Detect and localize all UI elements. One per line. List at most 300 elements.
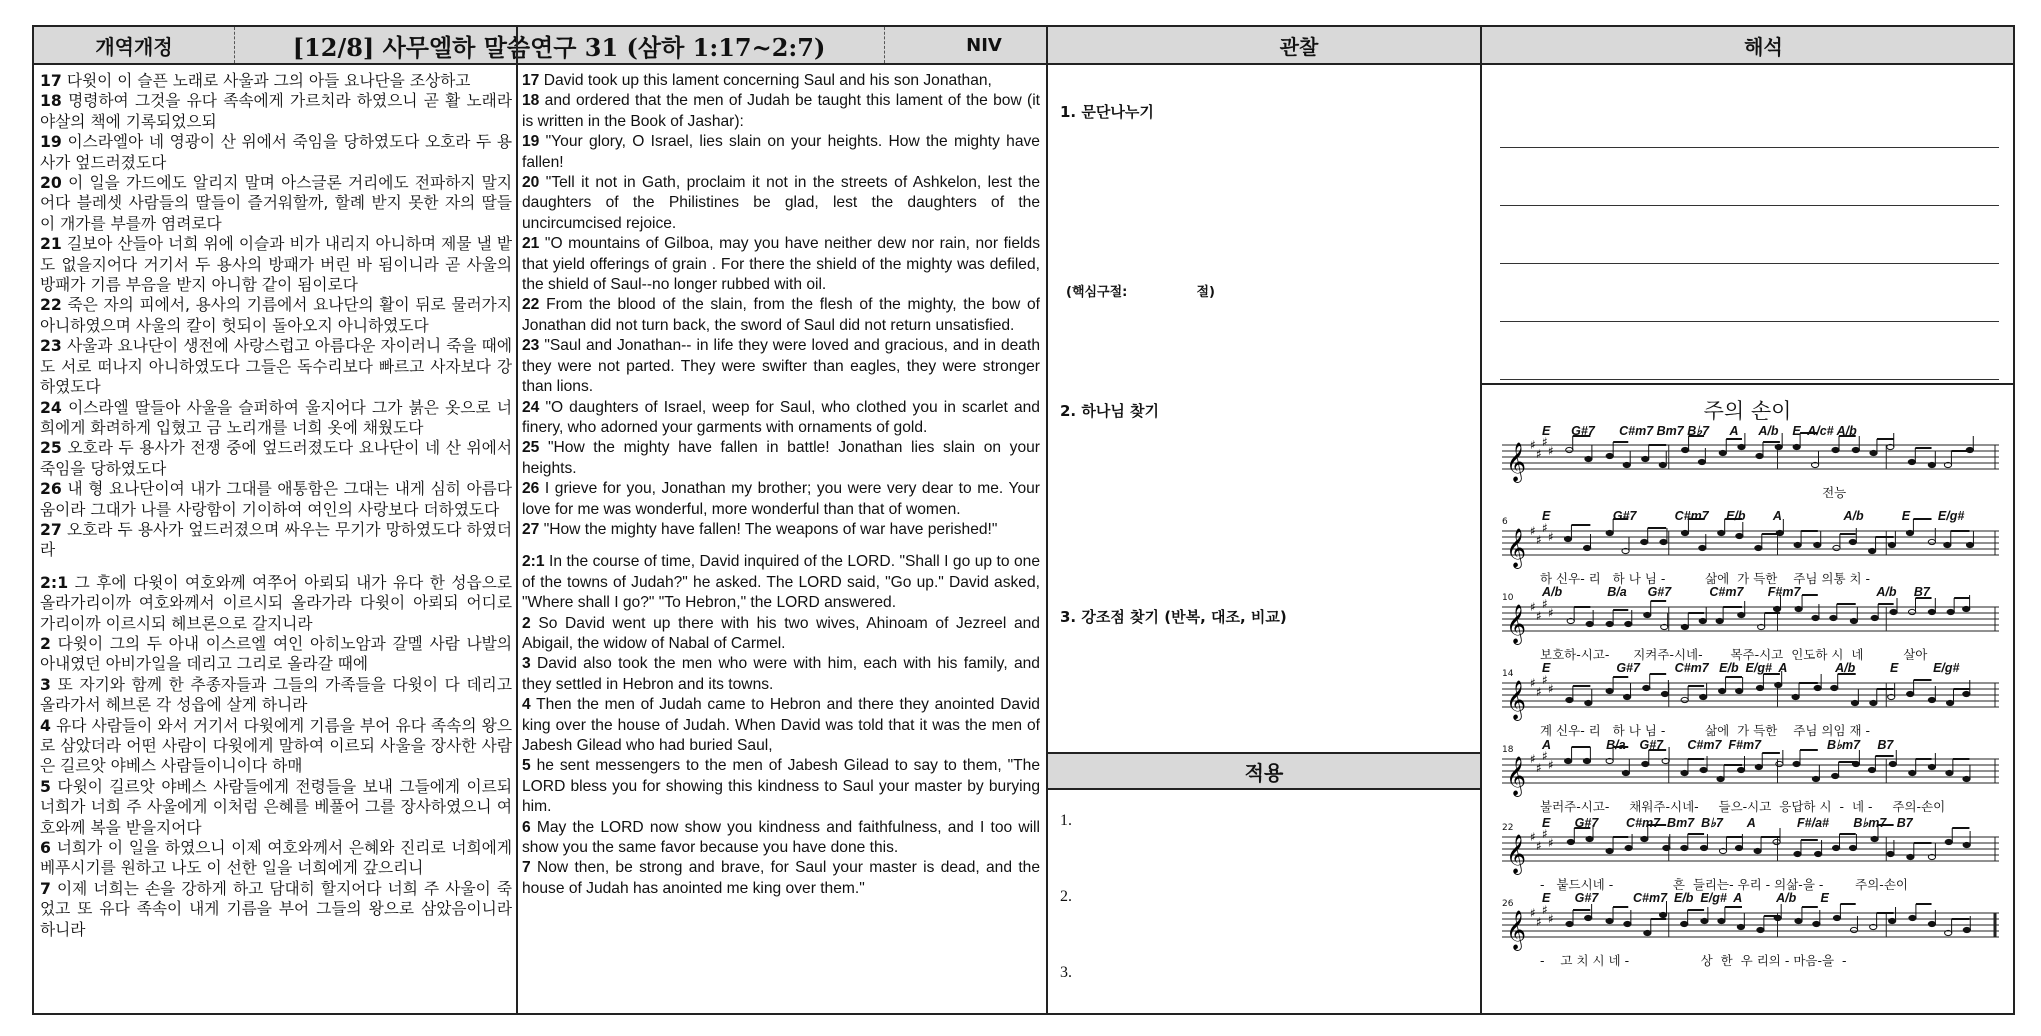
note-head xyxy=(1719,450,1726,455)
treble-clef-icon: 𝄞 xyxy=(1506,756,1527,796)
sharp-icon: ♯ xyxy=(1536,839,1542,853)
application-item-1: 1. xyxy=(1060,812,1072,829)
note-head xyxy=(1813,921,1820,926)
note-head xyxy=(1849,845,1856,850)
note-head xyxy=(1887,851,1894,856)
note-head xyxy=(1909,915,1916,920)
note-head xyxy=(1850,618,1857,623)
lyrics-line: - 붙드시네 - 흔 들리는- 우리 - 의삶-을 - 주의-손이 xyxy=(1540,877,1908,892)
verse-text: 이 일을 가드에도 알리지 말며 아스글론 거리에도 전파하지 말지어다 블레셋 사람들의 딸들이 즐거워할까, 할례 받지 못한 자의 딸들이 개가를 부를까 염려로다 xyxy=(40,173,512,233)
verse-number: 25 xyxy=(522,439,540,457)
note-head xyxy=(1850,927,1857,932)
verse xyxy=(40,295,512,336)
sharp-icon: ♯ xyxy=(1548,444,1554,458)
verse-number: 21 xyxy=(522,235,540,253)
verse-text: "Tell it not in Gath, proclaim it not in the streets of Ashkelon, lest the daughters of the Philistines be glad, lest the daughters of the uncircumcised rejoice. xyxy=(522,174,1040,232)
note-head xyxy=(1775,444,1782,449)
note-head xyxy=(1756,453,1763,458)
note-head xyxy=(1625,845,1632,850)
note-head xyxy=(1681,530,1688,535)
interpretation-panel[interactable] xyxy=(1482,65,2013,407)
application-item-3: 3. xyxy=(1060,964,1072,981)
note-head xyxy=(1700,767,1707,772)
treble-clef-icon: 𝄞 xyxy=(1506,834,1527,874)
verse-text: "O mountains of Gilboa, may you have neither dew nor rain, nor fields that yield offerings of grain . For there the shield of the mighty was defiled, the shield of Saul--no longer rubbed with oil. xyxy=(522,235,1040,294)
note-head xyxy=(1623,462,1630,467)
verse-number: 20 xyxy=(40,173,62,193)
note-head xyxy=(1566,697,1573,702)
verse-number: 27 xyxy=(40,519,62,539)
staff-row xyxy=(1502,661,1999,739)
verse xyxy=(522,858,1040,899)
note-head xyxy=(1909,609,1916,614)
verse-text: 죽은 자의 피에서, 용사의 기름에서 요나단의 활이 뒤로 물러가지 아니하였으며 사울의 칼이 헛되이 돌아오지 아니하였도다 xyxy=(40,295,512,335)
note-head xyxy=(1773,606,1780,611)
verse xyxy=(40,777,512,838)
verse-text: he sent messengers to the men of Jabesh Gilead to say to them, "The LORD bless you for showing this kindness to Saul your master by burying him. xyxy=(522,757,1040,816)
verse xyxy=(40,479,512,520)
writing-line xyxy=(1500,263,1999,264)
note-head xyxy=(1641,836,1648,841)
verse xyxy=(522,336,1040,397)
note-head xyxy=(1966,447,1973,452)
verse-text: 명령하여 그것을 유다 족속에게 가르치라 하였으니 곧 활 노래라 야살의 책에 기록되었으되 xyxy=(40,91,512,131)
note-head xyxy=(1795,918,1802,923)
lyrics-line: 불러주-시고- 채워주-시네- 들으-시고 응답하 시 - 네 - 주의-손이 xyxy=(1540,799,1946,814)
header-observation: 관찰 xyxy=(1084,27,1514,65)
note-head xyxy=(1963,776,1970,781)
song-title: 주의 손이 xyxy=(1703,399,1792,423)
note-head xyxy=(1755,764,1762,769)
verse xyxy=(522,132,1040,173)
note-head xyxy=(1736,688,1743,693)
sharp-icon: ♯ xyxy=(1548,606,1554,620)
note-head xyxy=(1642,761,1649,766)
header-english-version: NIV xyxy=(884,27,1084,65)
sharp-icon: ♯ xyxy=(1536,915,1542,929)
chord-symbols: E G#7 C#m7 E/b E/g# A A/b E E/g# xyxy=(1542,661,1960,675)
verse-text: 오호라 두 용사가 전쟁 중에 엎드러졌도다 요나단이 네 산 위에서 죽임을 당하였도다 xyxy=(40,438,512,478)
note-head xyxy=(1624,921,1631,926)
staff-row xyxy=(1502,423,1999,501)
note-head xyxy=(1717,776,1724,781)
study-sheet xyxy=(32,25,2015,1015)
verse-text: From the blood of the slain, from the flesh of the mighty, the bow of Jonathan did not turn back, the sword of Saul did not return unsatisfied. xyxy=(522,296,1040,334)
note-head xyxy=(1700,694,1707,699)
chord-symbols: E G#7 C#m7 Bm7 B♭7 A F#/a# B♭m7 B7 xyxy=(1542,816,1913,830)
verse xyxy=(522,438,1040,479)
verse-text: 오호라 두 용사가 엎드러졌으며 싸우는 무기가 망하였도다 하였더라 xyxy=(40,519,512,560)
verse-text: 이스라엘 딸들아 사울을 슬퍼하여 울지어다 그가 붉은 옷으로 너희에게 화려하게 입혔고 금 노리개를 너희 옷에 채웠도다 xyxy=(40,397,512,437)
note-head xyxy=(1644,612,1651,617)
note-head xyxy=(1793,761,1800,766)
note-head xyxy=(1735,845,1742,850)
note-head xyxy=(1870,450,1877,455)
verse-text: David took up this lament concerning Saul and his son Jonathan, xyxy=(543,72,992,89)
header-interpretation: 해석 xyxy=(1514,27,2013,65)
note-head xyxy=(1738,767,1745,772)
note-head xyxy=(1699,618,1706,623)
application-header: 적용 xyxy=(1048,754,1480,790)
lyrics-line: - 고 치 시 네 - 상 한 우 리의 - 마음-을 - xyxy=(1540,953,1847,968)
note-head xyxy=(1833,915,1840,920)
verse-text: Then the men of Judah came to Hebron and there they anointed David king over the house of Judah. When David was told that it was the men of Jabesh Gilead who had buried Saul, xyxy=(522,696,1040,754)
song-sheet xyxy=(1482,385,2013,1015)
sharp-icon: ♯ xyxy=(1536,761,1542,775)
note-head xyxy=(1792,694,1799,699)
sharp-icon: ♯ xyxy=(1548,836,1554,850)
verse-number: 5 xyxy=(40,776,51,796)
staff-row xyxy=(1502,585,1999,663)
note-head xyxy=(1644,930,1651,935)
verse xyxy=(522,71,1040,91)
verse-number: 17 xyxy=(40,71,62,90)
verse xyxy=(40,173,512,234)
note-head xyxy=(1584,545,1591,550)
sharp-icon: ♯ xyxy=(1536,609,1542,623)
lyrics-line: 계 신우- 리 하 나 님 - 삶에 가 득한 주님 의임 재 - xyxy=(1540,723,1871,738)
note-head xyxy=(1868,767,1875,772)
verse-text: 다윗이 이 슬픈 노래로 사울과 그의 아들 요나단을 조상하고 xyxy=(66,71,471,90)
note-head xyxy=(1889,918,1896,923)
observation-panel xyxy=(1048,65,1480,777)
lyrics-line: 보호하-시고- 지켜주-시네- 목주-시고 인도하 시 네 살아 xyxy=(1540,647,1928,662)
verse-text: In the course of time, David inquired of the LORD. "Shall I go up to one of the towns of Judah?" he asked. The LORD said, "Go up." David asked, "Where shall I go?" "To Hebron," the LORD answered. xyxy=(522,553,1040,612)
english-chapter-1 xyxy=(522,71,1040,540)
verse xyxy=(40,398,512,439)
verse-number: 5 xyxy=(522,757,531,775)
verse-text: 유다 사람들이 와서 거기서 다윗에게 기름을 부어 유다 족속의 왕으로 삼았더라 어떤 사람이 다윗에게 말하여 이르되 사울을 장사한 사람은 길르앗 야베스 사람들이니이다 하매 xyxy=(40,715,512,776)
verse-number: 27 xyxy=(522,520,540,538)
verse xyxy=(522,295,1040,336)
note-head xyxy=(1583,758,1590,763)
note-head xyxy=(1642,456,1649,461)
note-head xyxy=(1606,453,1613,458)
note-head xyxy=(1738,612,1745,617)
note-head xyxy=(1908,459,1915,464)
note-head xyxy=(1909,770,1916,775)
note-head xyxy=(1963,927,1970,932)
note-head xyxy=(1737,924,1744,929)
note-head xyxy=(1585,915,1592,920)
note-head xyxy=(1833,545,1840,550)
verse-number: 25 xyxy=(40,438,62,458)
verse xyxy=(522,818,1040,859)
chord-symbols: E G#7 C#m7 E/b E/g# A A/b E xyxy=(1542,891,1829,905)
verse xyxy=(40,838,512,879)
note-head xyxy=(1681,770,1688,775)
observation-step-emphasis: 3. 강조점 찾기 (반복, 대조, 비교) xyxy=(1060,608,1287,626)
writing-line xyxy=(1500,205,1999,206)
note-head xyxy=(1659,462,1666,467)
note-head xyxy=(1585,456,1592,461)
sharp-icon: ♯ xyxy=(1542,673,1548,687)
verse-number: 2:1 xyxy=(522,553,545,571)
verse-number: 22 xyxy=(522,296,540,314)
chord-symbols: E G#7 C#m7 Bm7 B♭7 A A/b E A/c# A/b xyxy=(1542,424,1857,438)
note-head xyxy=(1928,697,1935,702)
verse-number: 24 xyxy=(522,398,540,416)
korean-chapter-2 xyxy=(40,573,512,940)
note-head xyxy=(1944,542,1951,547)
verse-number: 23 xyxy=(522,337,540,355)
verse-text: 또 자기와 함께 한 추종자들과 그들의 가족들을 다윗이 다 데리고 올라가서 헤브론 각 성읍에 살게 하니라 xyxy=(40,674,512,715)
verse xyxy=(40,91,512,132)
note-head xyxy=(1622,770,1629,775)
sharp-icon: ♯ xyxy=(1536,447,1542,461)
verse-text: 사울과 요나단이 생전에 사랑스럽고 아름다운 자이러니 죽을 때에도 서로 떠나지 아니하였도다 그들은 독수리보다 빠르고 사자보다 강하였도다 xyxy=(40,336,512,397)
note-head xyxy=(1698,459,1705,464)
note-head xyxy=(1681,845,1688,850)
verse xyxy=(522,654,1040,695)
note-head xyxy=(1963,691,1970,696)
verse-text: I grieve for you, Jonathan my brother; you were very dear to me. Your love for me was wonderful, more wonderful than that of women. xyxy=(522,480,1040,518)
korean-text-column xyxy=(40,71,512,1011)
note-head xyxy=(1565,758,1572,763)
note-head xyxy=(1681,921,1688,926)
verse-number: 23 xyxy=(40,336,62,356)
column-divider xyxy=(516,27,518,1013)
note-head xyxy=(1795,606,1802,611)
note-head xyxy=(1774,915,1781,920)
verse-number: 19 xyxy=(40,132,62,152)
measure-number: 26 xyxy=(1502,899,1514,909)
sharp-icon: ♯ xyxy=(1548,758,1554,772)
note-head xyxy=(1625,621,1632,626)
note-head xyxy=(1661,691,1668,696)
note-head xyxy=(1776,530,1783,535)
note-head xyxy=(1906,530,1913,535)
note-head xyxy=(1815,851,1822,856)
treble-clef-icon: 𝄞 xyxy=(1506,910,1527,950)
verse-number: 7 xyxy=(522,859,531,877)
note-head xyxy=(1963,842,1970,847)
staff-row xyxy=(1502,509,1999,587)
measure-number: 22 xyxy=(1502,823,1514,833)
note-head xyxy=(1870,700,1877,705)
note-head xyxy=(1793,444,1800,449)
note-head xyxy=(1831,685,1838,690)
measure-number: 18 xyxy=(1502,745,1514,755)
verse-number: 3 xyxy=(40,674,51,694)
note-head xyxy=(1718,918,1725,923)
writing-line xyxy=(1500,321,1999,322)
note-head xyxy=(1643,685,1650,690)
note-head xyxy=(1659,912,1666,917)
sharp-icon: ♯ xyxy=(1548,912,1554,926)
sharp-icon: ♯ xyxy=(1548,682,1554,696)
note-head xyxy=(1946,700,1953,705)
note-head xyxy=(1871,615,1878,620)
note-head xyxy=(1681,624,1688,629)
header-divider xyxy=(884,27,885,63)
note-head xyxy=(1928,764,1935,769)
header-divider xyxy=(234,27,235,63)
measure-number: 10 xyxy=(1502,593,1514,603)
note-head xyxy=(1945,839,1952,844)
note-head xyxy=(1814,685,1821,690)
note-head xyxy=(1963,606,1970,611)
writing-line xyxy=(1500,379,1999,380)
note-head xyxy=(1701,918,1708,923)
note-head xyxy=(1907,691,1914,696)
note-head xyxy=(1624,694,1631,699)
verse-number: 26 xyxy=(522,480,540,498)
chord-symbols: A/b B/a G#7 C#m7 F#m7 A/b B7 xyxy=(1542,585,1930,599)
sharp-icon: ♯ xyxy=(1548,530,1554,544)
note-head xyxy=(1814,542,1821,547)
verse xyxy=(40,520,512,561)
treble-clef-icon: 𝄞 xyxy=(1506,604,1527,644)
note-head xyxy=(1928,539,1935,544)
note-head xyxy=(1567,839,1574,844)
note-head xyxy=(1606,688,1613,693)
measure-number: 6 xyxy=(1502,517,1508,527)
verse-number: 4 xyxy=(40,715,51,735)
chord-symbols: A B/a G#7 C#m7 F#m7 B♭m7 B7 xyxy=(1542,738,1894,752)
verse-number: 17 xyxy=(522,72,540,89)
sharp-icon: ♯ xyxy=(1542,827,1548,841)
note-head xyxy=(1641,539,1648,544)
application-panel xyxy=(1048,790,1480,1015)
sharp-icon: ♯ xyxy=(1542,435,1548,449)
verse-text: 이스라엘아 네 영광이 산 위에서 죽임을 당하였도다 오호라 두 용사가 엎드러졌도다 xyxy=(40,132,512,172)
note-head xyxy=(1832,447,1839,452)
note-head xyxy=(1928,462,1935,467)
note-head xyxy=(1663,845,1670,850)
sharp-icon: ♯ xyxy=(1530,830,1536,844)
verse-number: 2 xyxy=(40,633,51,653)
verse xyxy=(522,695,1040,756)
note-head xyxy=(1736,533,1743,538)
note-head xyxy=(1794,851,1801,856)
header-korean-version: 개역개정 xyxy=(34,27,234,65)
verse-text: "O daughters of Israel, weep for Saul, who clothed you in scarlet and finery, who adorned your garments with ornaments of gold. xyxy=(522,398,1040,436)
note-head xyxy=(1830,615,1837,620)
chord-symbols: E G#7 C#m7 E/b A A/b E E/g# xyxy=(1542,509,1965,523)
sharp-icon: ♯ xyxy=(1530,906,1536,920)
verse xyxy=(40,879,512,940)
note-head xyxy=(1566,447,1573,452)
note-head xyxy=(1755,545,1762,550)
verse xyxy=(40,675,512,716)
note-head xyxy=(1586,621,1593,626)
note-head xyxy=(1888,542,1895,547)
treble-clef-icon: 𝄞 xyxy=(1506,528,1527,568)
verse-number: 18 xyxy=(522,92,540,110)
verse-text: 다윗이 길르앗 야베스 사람들에게 전령들을 보내 그들에게 이르되 너희가 너희 주 사울에게 이처럼 은혜를 베풀어 그를 장사하였으니 여호와께 복을 받을지어다 xyxy=(40,776,512,837)
verse-text: 다윗이 그의 두 아내 이스르엘 여인 아히노암과 갈멜 사람 나발의 아내였던 아비가일을 데리고 그리로 올라갈 때에 xyxy=(40,633,512,674)
verse xyxy=(40,716,512,777)
verse-number: 2 xyxy=(522,614,531,632)
note-head xyxy=(1812,776,1819,781)
note-head xyxy=(1773,839,1780,844)
verse xyxy=(522,552,1040,613)
measure-number: 14 xyxy=(1502,669,1514,679)
key-verse-label xyxy=(1066,281,1215,300)
verse xyxy=(522,91,1040,132)
key-verse-unit: 절) xyxy=(1196,285,1215,300)
observation-step-find-god: 2. 하나님 찾기 xyxy=(1060,402,1160,420)
verse-text: 길보아 산들아 너희 위에 이슬과 비가 내리지 아니하며 제물 낼 밭도 없을지어다 거기서 두 용사의 방패가 버린 바 됨이니라 곧 사울의 방패가 기름 부음을 받지 아니함 같이 됨이로다 xyxy=(40,234,512,295)
verse xyxy=(40,438,512,479)
sharp-icon: ♯ xyxy=(1530,600,1536,614)
observation-step-paragraphs: 1. 문단나누기 xyxy=(1060,103,1154,121)
verse-number: 22 xyxy=(40,295,62,315)
note-head xyxy=(1907,854,1914,859)
verse-number: 24 xyxy=(40,397,62,417)
verse-text: 내 형 요나단이여 내가 그대를 애통함은 그대는 내게 심히 아름다움이라 그대가 나를 사랑함이 기이하여 여인의 사랑보다 더하였도다 xyxy=(40,479,512,519)
verse-text: and ordered that the men of Judah be taught this lament of the bow (it is written in the Book of Jashar): xyxy=(522,92,1040,130)
note-head xyxy=(1682,447,1689,452)
note-head xyxy=(1833,845,1840,850)
note-head xyxy=(1566,921,1573,926)
note-head xyxy=(1890,609,1897,614)
note-head xyxy=(1852,761,1859,766)
writing-line xyxy=(1500,147,1999,148)
key-verse-prefix: (핵심구절: xyxy=(1066,285,1128,300)
english-chapter-2 xyxy=(522,552,1040,899)
staff-row xyxy=(1502,737,1999,815)
english-text-column xyxy=(522,71,1040,1011)
sharp-icon: ♯ xyxy=(1542,521,1548,535)
verse xyxy=(522,756,1040,817)
sharp-icon: ♯ xyxy=(1530,438,1536,452)
verse-number: 19 xyxy=(522,133,540,151)
verse xyxy=(522,479,1040,520)
note-head xyxy=(1660,539,1667,544)
note-head xyxy=(1738,444,1745,449)
note-head xyxy=(1606,848,1613,853)
note-head xyxy=(1564,536,1571,541)
verse-number: 20 xyxy=(522,174,540,192)
sharp-icon: ♯ xyxy=(1536,533,1542,547)
note-head xyxy=(1776,761,1783,766)
note-head xyxy=(1586,836,1593,841)
verse-number: 7 xyxy=(40,878,51,898)
note-head xyxy=(1871,836,1878,841)
verse xyxy=(40,634,512,675)
verse-text: "Your glory, O Israel, lies slain on your heights. How the mighty have fallen! xyxy=(522,133,1040,171)
note-head xyxy=(1832,773,1839,778)
verse-number: 6 xyxy=(40,838,51,858)
verse-text: May the LORD now show you kindness and faithfulness, and I too will show you the same favor because you have done this. xyxy=(522,818,1040,857)
note-head xyxy=(1754,848,1761,853)
verse xyxy=(40,234,512,295)
staff-row xyxy=(1502,815,1999,893)
note-head xyxy=(1851,700,1858,705)
verse-number: 26 xyxy=(40,479,62,499)
note-head xyxy=(1718,530,1725,535)
sharp-icon: ♯ xyxy=(1542,597,1548,611)
verse-text: 너희가 이 일을 하였으니 이제 여호와께서 은혜와 진리로 너희에게 베푸시기를 원하고 나도 이 선한 일을 너희에게 갚으리니 xyxy=(40,838,512,878)
verse xyxy=(522,398,1040,439)
korean-chapter-1 xyxy=(40,71,512,561)
verse xyxy=(522,614,1040,655)
sharp-icon: ♯ xyxy=(1536,685,1542,699)
note-head xyxy=(1794,542,1801,547)
note-head xyxy=(1756,685,1763,690)
note-head xyxy=(1889,761,1896,766)
verse-text: Now then, be strong and brave, for Saul your master is dead, and the house of Judah has anointed me king over them." xyxy=(522,859,1040,897)
note-head xyxy=(1606,621,1613,626)
note-head xyxy=(1606,530,1613,535)
note-head xyxy=(1719,688,1726,693)
sharp-icon: ♯ xyxy=(1530,752,1536,766)
lyrics-line: 전능 xyxy=(1540,485,1847,500)
note-head xyxy=(1966,542,1973,547)
sharp-icon: ♯ xyxy=(1530,524,1536,538)
